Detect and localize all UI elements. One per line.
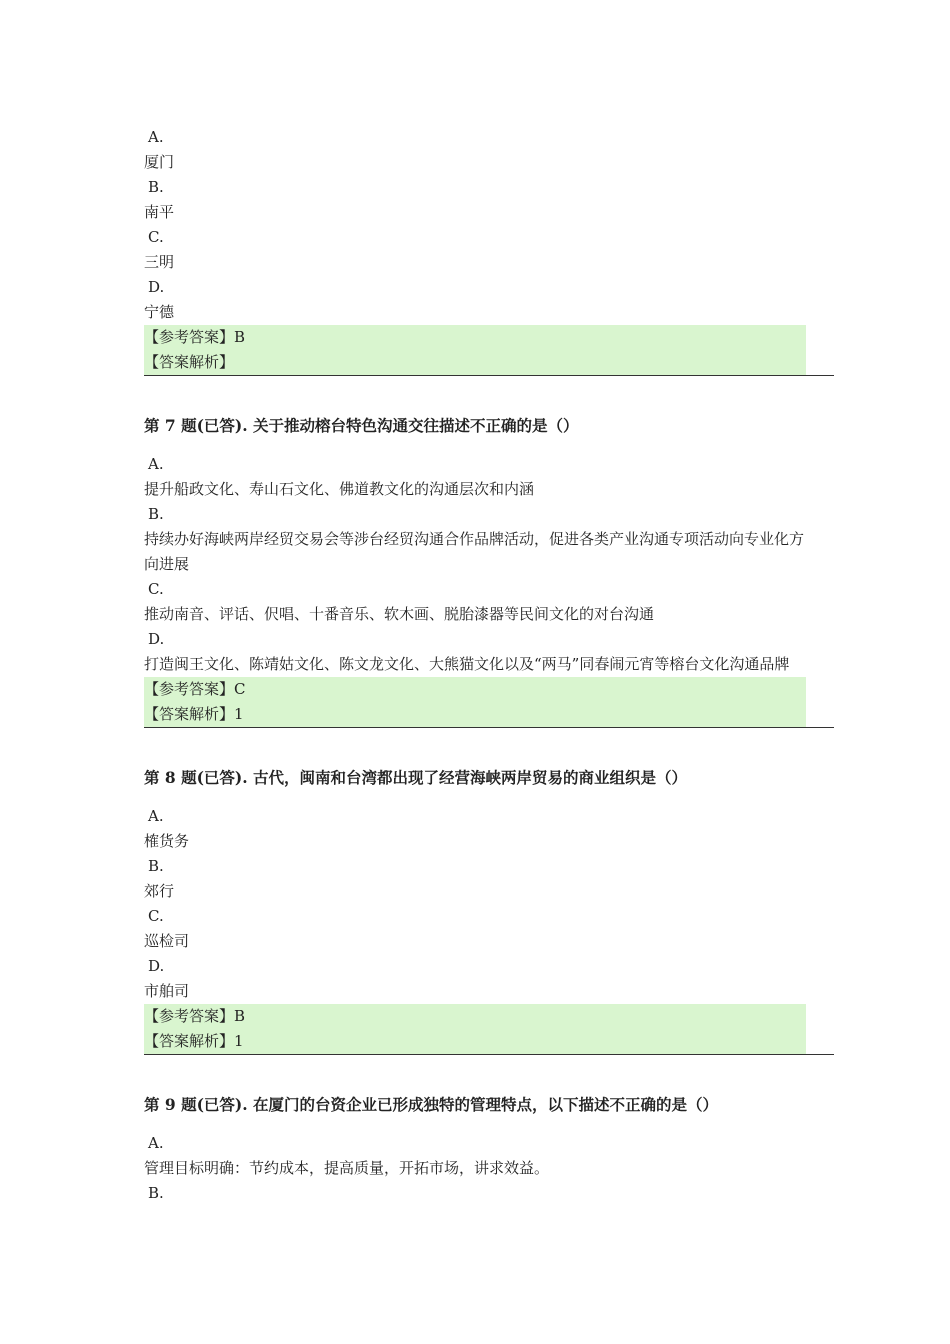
question-title: 第 7 题(已答). 关于推动榕台特色沟通交往描述不正确的是（） — [144, 416, 579, 435]
option-text: 市舶司 — [144, 982, 190, 1000]
option-letter: D. — [148, 630, 165, 648]
option-text: 三明 — [144, 253, 175, 271]
divider-line — [144, 375, 834, 376]
option-letter: A. — [148, 455, 164, 473]
option-letter: C. — [148, 228, 164, 246]
option-text: 推动南音、评话、伬唱、十番音乐、软木画、脱胎漆器等民间文化的对台沟通 — [144, 605, 655, 623]
answer-box — [144, 677, 806, 727]
answer-box — [144, 325, 806, 375]
option-letter: B. — [148, 178, 164, 196]
option-letter: A. — [148, 807, 164, 825]
option-letter: A. — [148, 128, 164, 146]
option-text: 南平 — [144, 203, 175, 221]
option-letter: C. — [148, 907, 164, 925]
option-text: 提升船政文化、寿山石文化、佛道教文化的沟通层次和内涵 — [144, 480, 535, 498]
option-letter: B. — [148, 1184, 164, 1202]
option-text: 持续办好海峡两岸经贸交易会等涉台经贸沟通合作品牌活动，促进各类产业沟通专项活动向专业化方向进展 — [144, 530, 805, 573]
question-6-block — [144, 125, 834, 376]
reference-answer: 【参考答案】C — [144, 680, 246, 698]
question-title: 第 8 题(已答). 古代，闽南和台湾都出现了经营海峡两岸贸易的商业组织是（） — [144, 768, 688, 787]
option-letter: B. — [148, 857, 164, 875]
answer-box — [144, 1004, 806, 1054]
option-text: 厦门 — [144, 153, 175, 171]
answer-analysis: 【答案解析】1 — [144, 705, 244, 723]
divider-line — [144, 727, 834, 728]
option-letter: B. — [148, 505, 164, 523]
answer-analysis: 【答案解析】1 — [144, 1032, 244, 1050]
option-text: 宁德 — [144, 303, 175, 321]
divider-line — [144, 1054, 834, 1055]
question-8-block — [144, 765, 834, 1055]
option-letter: C. — [148, 580, 164, 598]
question-9-block — [144, 1092, 834, 1206]
answer-analysis: 【答案解析】 — [144, 353, 235, 371]
option-letter: D. — [148, 278, 165, 296]
option-letter: A. — [148, 1134, 164, 1152]
option-text: 打造闽王文化、陈靖姑文化、陈文龙文化、大熊猫文化以及“两马”同春闹元宵等榕台文化沟通品牌 — [144, 655, 790, 673]
option-text: 巡检司 — [144, 932, 190, 950]
option-text: 管理目标明确：节约成本，提高质量，开拓市场，讲求效益。 — [144, 1159, 550, 1177]
question-7-block — [144, 413, 834, 728]
option-text: 榷货务 — [144, 832, 190, 850]
option-letter: D. — [148, 957, 165, 975]
reference-answer: 【参考答案】B — [144, 328, 246, 346]
question-title: 第 9 题(已答). 在厦门的台资企业已形成独特的管理特点，以下描述不正确的是（） — [144, 1095, 719, 1114]
reference-answer: 【参考答案】B — [144, 1007, 246, 1025]
document-content — [144, 125, 834, 1206]
option-text: 郊行 — [144, 882, 175, 900]
